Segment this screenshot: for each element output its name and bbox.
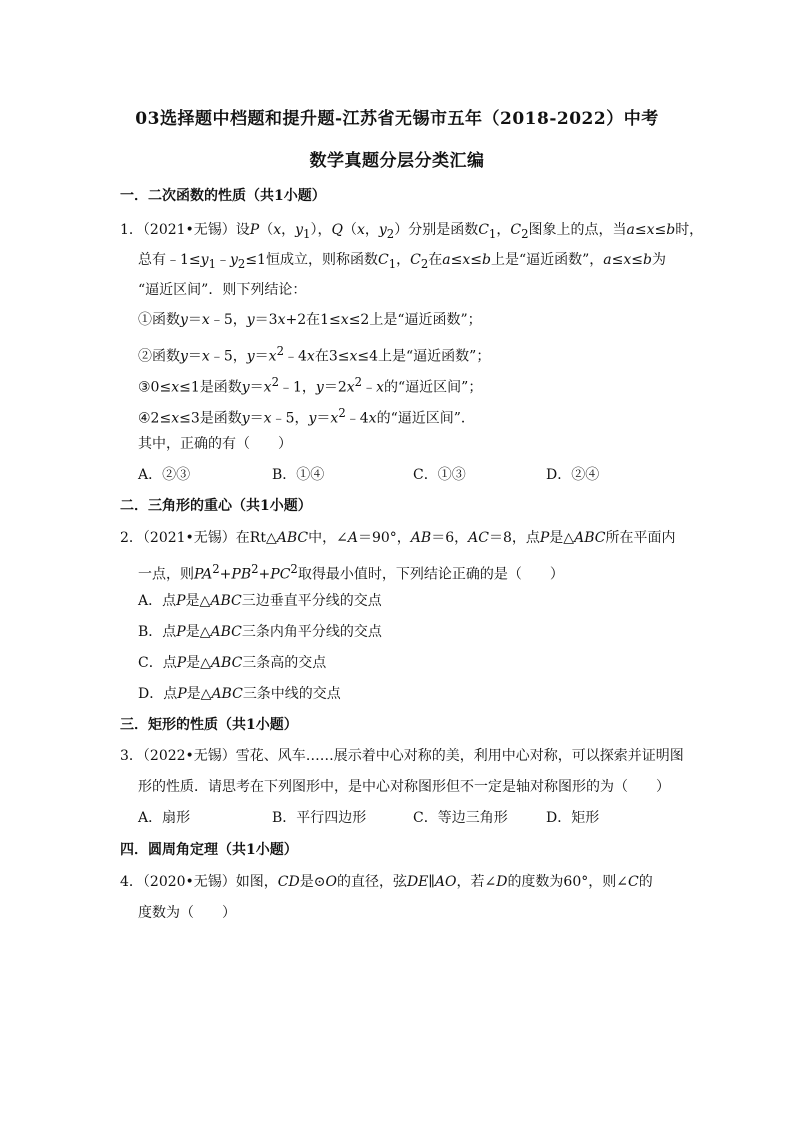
section-heading-1: 一．二次函数的性质（共1小题） xyxy=(120,188,326,204)
q3-option-d: D．矩形 xyxy=(546,810,600,826)
q1-line-3: “逼近区间”．则下列结论： xyxy=(138,282,307,298)
q3-line-1: 3．（2022•无锡）雪花、风车……展示着中心对称的美，利用中心对称，可以探索并证明图 xyxy=(120,748,684,764)
q2-option-d: D．点P是△ABC三条中线的交点 xyxy=(138,686,341,702)
section-heading-2: 二．三角形的重心（共1小题） xyxy=(120,498,312,514)
q1-line-2: 总有$﹣1\le y_1﹣y_2\le 1$恒成立，则称函数$C_1$，$C_2$在a≤x≤b上是“逼近函数”，a≤x≤b为 xyxy=(138,252,666,271)
q2-option-c: C．点P是△ABC三条高的交点 xyxy=(138,655,327,671)
q3-option-c: C．等边三角形 xyxy=(413,810,508,826)
q1-option-c: C．①③ xyxy=(413,467,466,483)
q3-option-b: B．平行四边形 xyxy=(272,810,367,826)
q2-option-b: B．点P是△ABC三条内角平分线的交点 xyxy=(138,624,382,640)
q3-option-a: A．扇形 xyxy=(138,810,191,826)
section-heading-4: 四．圆周角定理（共1小题） xyxy=(120,842,298,858)
document-title-line-2: 数学真题分层分类汇编 xyxy=(309,151,485,171)
q1-option-d: D．②④ xyxy=(546,467,600,483)
q4-line-2: 度数为（ ） xyxy=(138,905,236,921)
section-heading-3: 三．矩形的性质（共1小题） xyxy=(120,717,298,733)
q3-line-2: 形的性质．请思考在下列图形中，是中心对称图形但不一定是轴对称图形的为（ ） xyxy=(138,779,670,795)
q1-option-a: A．②③ xyxy=(138,467,191,483)
q1-stem-end: 其中，正确的有（ ） xyxy=(138,436,292,452)
q1-line-1: 1．（2021•无锡）设P（x，$y_1$），Q（x，$y_2$）分别是函数$C_1$，$C_2$图象上的点，当a≤x≤b时， xyxy=(120,222,704,241)
q1-option-b: B．①④ xyxy=(272,467,325,483)
q2-option-a: A．点P是△ABC三边垂直平分线的交点 xyxy=(138,593,382,609)
q1-statement-1: ①函数y＝x﹣5，y＝3x+2在1≤x≤2上是“逼近函数”； xyxy=(138,312,482,328)
q2-line-1: 2．（2021•无锡）在Rt△ABC中，∠A＝90°，AB＝6，AC＝8，点P是△ABC所在平面内 xyxy=(120,530,676,546)
q1-statement-3: ③0≤x≤1是函数$y=x^2﹣1$，$y=2x^2﹣x$的“逼近区间”； xyxy=(138,375,483,396)
q2-line-2: 一点，则$PA^2+PB^2+PC^2$取得最小值时，下列结论正确的是（ ） xyxy=(138,562,564,583)
document-title-line-1: 03选择题中档题和提升题-江苏省无锡市五年（2018-2022）中考 xyxy=(135,109,659,129)
q1-statement-4: ④2≤x≤3是函数y＝x﹣5，$y=x^2﹣4x$的“逼近区间”． xyxy=(138,406,475,427)
q1-statement-2: ②函数y＝x﹣5，$y=x^2﹣4x$在3≤x≤4上是“逼近函数”； xyxy=(138,344,491,365)
q4-line-1: 4．（2020•无锡）如图，CD是⊙O的直径，弦DE∥AO，若∠D的度数为60°，则∠C的 xyxy=(120,874,653,890)
